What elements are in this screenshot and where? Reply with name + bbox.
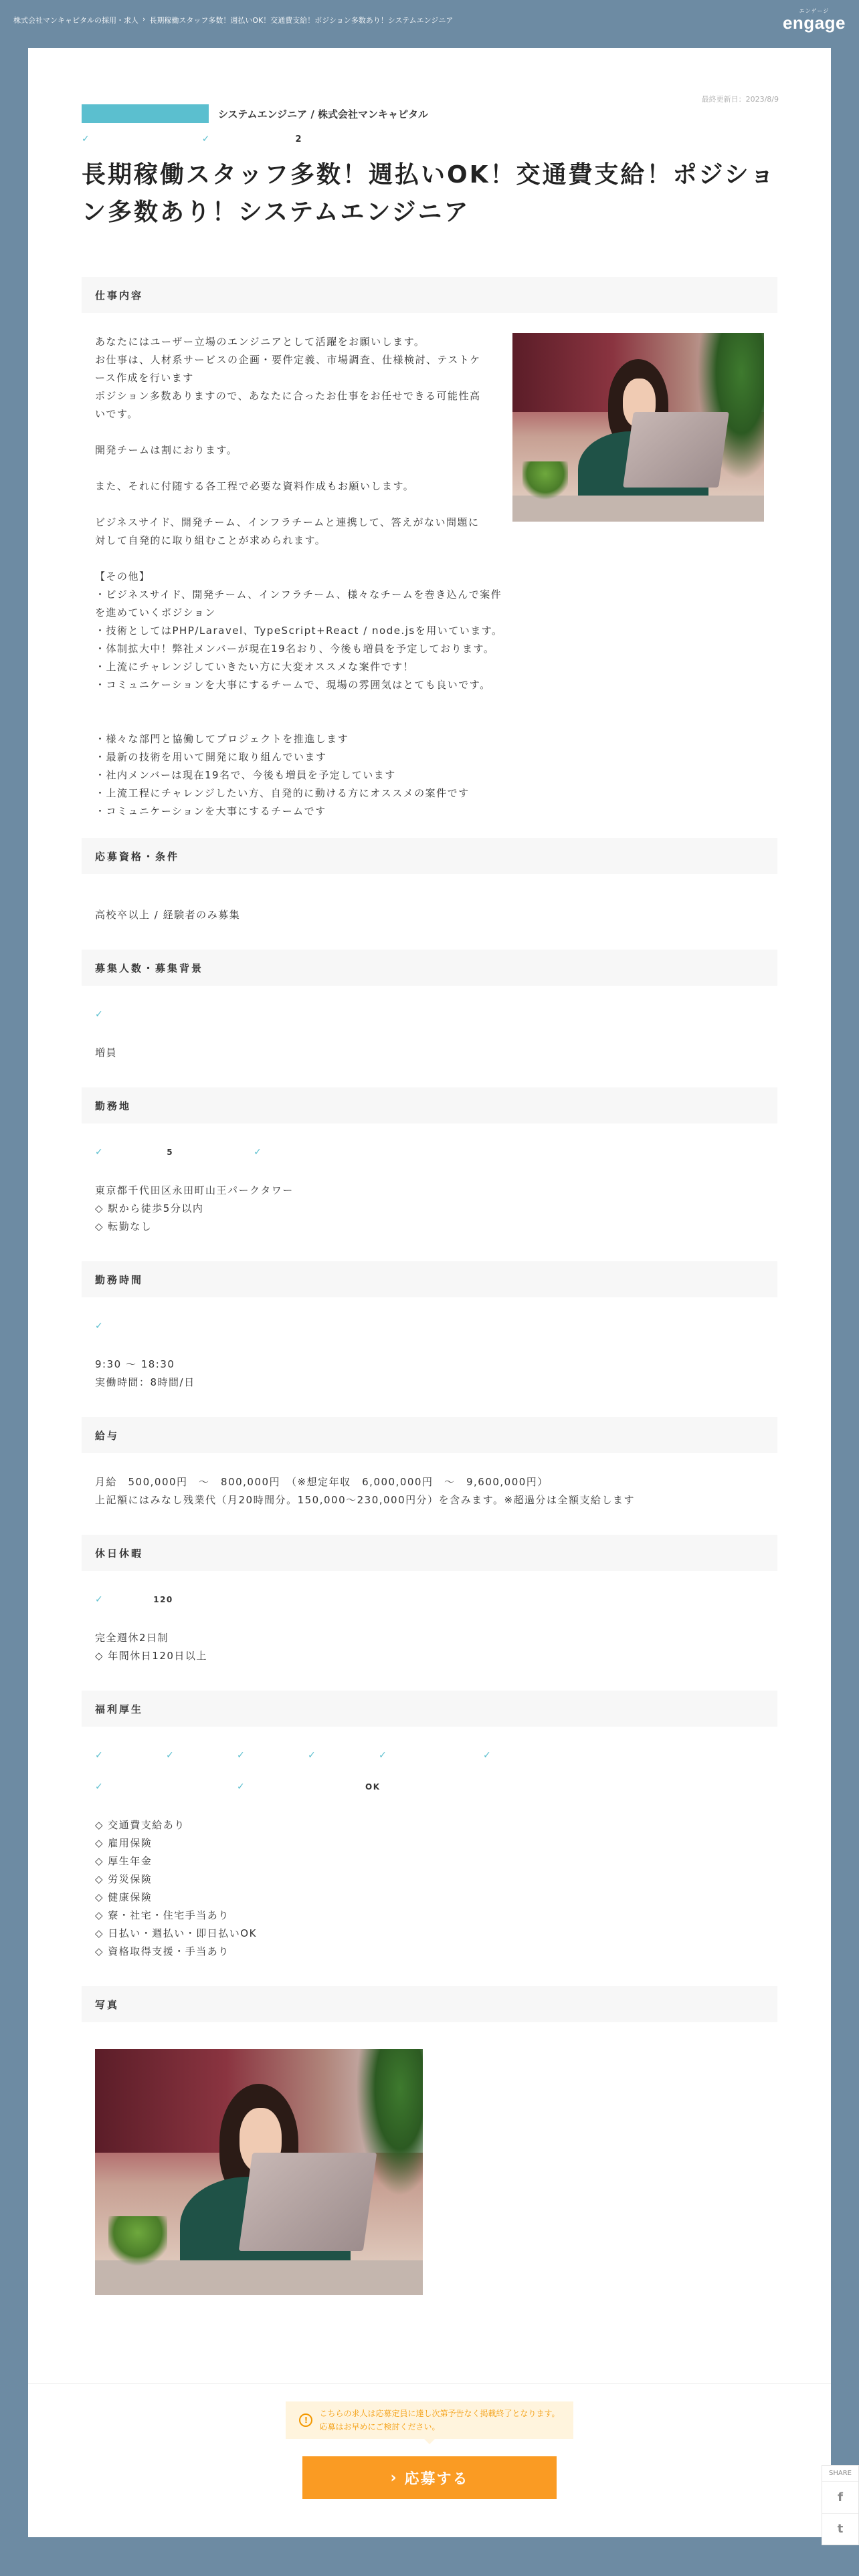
breadcrumb	[13, 15, 453, 25]
job-text-line: いです。	[95, 408, 138, 420]
location-lines	[95, 1182, 764, 1236]
holiday-check-row	[95, 1591, 764, 1609]
check-icon: ✓	[254, 1147, 263, 1158]
hours-lines	[95, 1356, 764, 1392]
job-bullet-line: ・最新の技術を用いて開発に取り組んでいます	[95, 751, 327, 763]
job-text-line: ・体制拡大中！弊社メンバーが現在19名おり、今後も増員を予定しております。	[95, 643, 495, 655]
photos-body	[82, 2022, 777, 2295]
check-icon: ✓	[95, 1750, 104, 1761]
job-bullet-line: ・様々な部門と協働してプロジェクトを推進します	[95, 733, 349, 745]
deadline-notice	[286, 2401, 573, 2439]
job-text-line: ・上流にチャレンジしていきたい方に大変オススメな案件です！	[95, 661, 415, 673]
benefit-line: ◇ 厚生年金	[95, 1855, 153, 1867]
apply-button-label: 応募する	[404, 2470, 469, 2488]
check-icon: ✓	[201, 134, 210, 144]
holiday-lines	[95, 1629, 764, 1665]
benefit-line: ◇ 交通費支給あり	[95, 1819, 185, 1831]
section-title-job: 仕事内容	[82, 277, 777, 313]
section-title-benefits: 福利厚生	[82, 1691, 777, 1727]
check-icon: ✓	[237, 1750, 246, 1761]
section-title-hiring: 募集人数・募集背景	[82, 950, 777, 986]
job-bullet-line: ・社内メンバーは現在19名で、今後も増員を予定しています	[95, 769, 396, 781]
info-icon: !	[299, 2413, 312, 2427]
section-title-hours: 勤務時間	[82, 1261, 777, 1297]
job-text-line: ・技術としてはPHP/Laravel、TypeScript+React / node.jsを用いています。	[95, 625, 503, 637]
check-icon: ✓	[166, 1750, 175, 1761]
apply-button[interactable]	[302, 2456, 557, 2499]
hiring-check-row	[95, 1006, 764, 1024]
job-text-line: 対して自発的に取り組むことが求められます。	[95, 534, 326, 546]
company-name[interactable]: システムエンジニア / 株式会社マンキャピタル	[218, 108, 429, 120]
job-text-line: お仕事は、人材系サービスの企画・要件定義、市場調査、仕様検討、テストケ	[95, 354, 481, 366]
holiday-line: ◇ 年間休日120日以上	[95, 1650, 207, 1662]
check-icon: ✓	[82, 134, 90, 144]
engage-logo[interactable]	[783, 9, 846, 31]
job-text-line	[95, 496, 503, 514]
location-line: ◇ 転勤なし	[95, 1220, 153, 1232]
hours-body	[82, 1297, 777, 1392]
check-icon: ✓	[308, 1750, 317, 1761]
job-text-line	[95, 550, 503, 568]
salary-line: 月給 500,000円 〜 800,000円 （※想定年収 6,000,000円 〜 9,600,000円）	[95, 1476, 549, 1488]
job-lines	[95, 333, 503, 694]
benefit-line: ◇ 日払い・週払い・即日払いOK	[95, 1927, 257, 1939]
tag-row	[82, 134, 777, 144]
breadcrumb-separator: ›	[142, 15, 146, 23]
notice-line-1: こちらの求人は応募定員に達し次第予告なく掲載終了となります。	[319, 2409, 560, 2418]
location-number: 5	[167, 1148, 174, 1157]
job-text-line	[95, 423, 503, 441]
check-icon: ✓	[237, 1782, 246, 1792]
hours-line: 9:30 〜 18:30	[95, 1358, 175, 1370]
job-photo[interactable]	[512, 333, 764, 522]
chevron-right-icon: ›	[390, 2469, 398, 2486]
check-icon: ✓	[379, 1750, 388, 1761]
tag-number: 2	[295, 134, 302, 144]
job-text-line: 【その他】	[95, 570, 151, 582]
holiday-number: 120	[153, 1595, 173, 1604]
job-lines-2	[95, 730, 764, 821]
benefits-ok-label: OK	[365, 1782, 381, 1792]
share-panel	[822, 2465, 859, 2545]
job-card	[28, 48, 831, 2537]
salary-line: 上記額にはみなし残業代（月20時間分。150,000〜230,000円分）を含みます。※超過分は全額支給します	[95, 1494, 636, 1506]
check-icon: ✓	[95, 1594, 104, 1605]
job-text-line: また、それに付随する各工程で必要な資料作成もお願いします。	[95, 480, 415, 492]
hours-check-row	[95, 1317, 764, 1335]
benefit-line: ◇ 寮・社宅・住宅手当あり	[95, 1909, 229, 1921]
check-icon: ✓	[95, 1147, 104, 1158]
holiday-line: 完全週休2日制	[95, 1632, 169, 1644]
location-check-row	[95, 1144, 764, 1162]
section-title-holiday: 休日休暇	[82, 1535, 777, 1571]
job-description	[82, 313, 777, 821]
section-title-salary: 給与	[82, 1417, 777, 1453]
benefit-line: ◇ 雇用保険	[95, 1837, 153, 1849]
company-logo-placeholder	[82, 104, 209, 123]
job-text-line: ・コミュニケーションを大事にするチームで、現場の雰囲気はとても良いです。	[95, 679, 491, 691]
job-text-line	[95, 459, 503, 477]
benefits-check-grid	[95, 1747, 764, 1796]
breadcrumb-company[interactable]: 株式会社マンキャピタルの採用・求人	[13, 16, 138, 25]
hiring-text: 増員	[95, 1047, 118, 1059]
location-body	[82, 1123, 777, 1236]
location-line: 東京都千代田区永田町山王パークタワー	[95, 1184, 294, 1196]
benefits-lines	[95, 1816, 764, 1961]
job-text-line: ビジネスサイド、開発チーム、インフラチームと連携して、答えがない問題に	[95, 516, 480, 528]
last-updated: 最終更新日：2023/8/9	[701, 95, 779, 104]
page-title: 長期稼働スタッフ多数！週払いOK！交通費支給！ポジション多数あり！システムエンジニア	[82, 161, 776, 226]
check-icon: ✓	[95, 1321, 104, 1331]
salary-lines	[95, 1473, 764, 1509]
hours-line: 実働時間：8時間/日	[95, 1376, 195, 1388]
section-title-location: 勤務地	[82, 1087, 777, 1123]
job-bullet-line: ・コミュニケーションを大事にするチームです	[95, 805, 326, 817]
qualification-text: 高校卒以上 / 経験者のみ募集	[95, 909, 241, 921]
job-text-line: ・ビジネスサイド、開発チーム、インフラチーム、様々なチームを巻き込んで案件を進めていくポジション	[95, 588, 502, 619]
benefits-body	[82, 1727, 777, 1961]
facebook-icon[interactable]: f	[822, 2482, 858, 2514]
holiday-body	[82, 1571, 777, 1665]
job-bullet-line: ・上流工程にチャレンジしたい方、自発的に動ける方にオススメの案件です	[95, 787, 470, 799]
section-title-photos: 写真	[82, 1986, 777, 2022]
benefit-line: ◇ 資格取得支援・手当あり	[95, 1945, 229, 1957]
check-icon: ✓	[95, 1782, 104, 1792]
job-text-line: ポジション多数ありますので、あなたに合ったお仕事をお任せできる可能性高	[95, 390, 481, 402]
job-text-line: 開発チームは割におります。	[95, 444, 238, 456]
job-text-line: あなたにはユーザー立場のエンジニアとして活躍をお願いします。	[95, 336, 425, 348]
gallery-photo[interactable]	[95, 2049, 423, 2295]
top-bar	[0, 0, 859, 40]
check-icon: ✓	[483, 1750, 492, 1761]
check-icon: ✓	[95, 1009, 104, 1020]
company-row	[82, 104, 777, 123]
salary-body	[82, 1453, 777, 1509]
benefit-line: ◇ 労災保険	[95, 1873, 153, 1885]
job-text-line: ース作成を行います	[95, 372, 194, 384]
qualification-body	[82, 874, 777, 924]
section-title-qualification: 応募資格・条件	[82, 838, 777, 874]
hiring-body	[82, 986, 777, 1062]
apply-area	[28, 2383, 831, 2537]
benefit-line: ◇ 健康保険	[95, 1891, 153, 1903]
logo-wordmark: engage	[782, 13, 846, 33]
share-label: SHARE	[822, 2466, 858, 2482]
notice-line-2: 応募はお早めにご検討ください。	[319, 2422, 440, 2432]
location-line: ◇ 駅から徒歩5分以内	[95, 1202, 204, 1214]
twitter-icon[interactable]: t	[837, 2522, 844, 2537]
breadcrumb-current: 長期稼働スタッフ多数！週払いOK！交通費支給！ポジション多数あり！システムエンジニア	[149, 16, 454, 25]
logo-kana: エンゲージ	[799, 8, 830, 14]
